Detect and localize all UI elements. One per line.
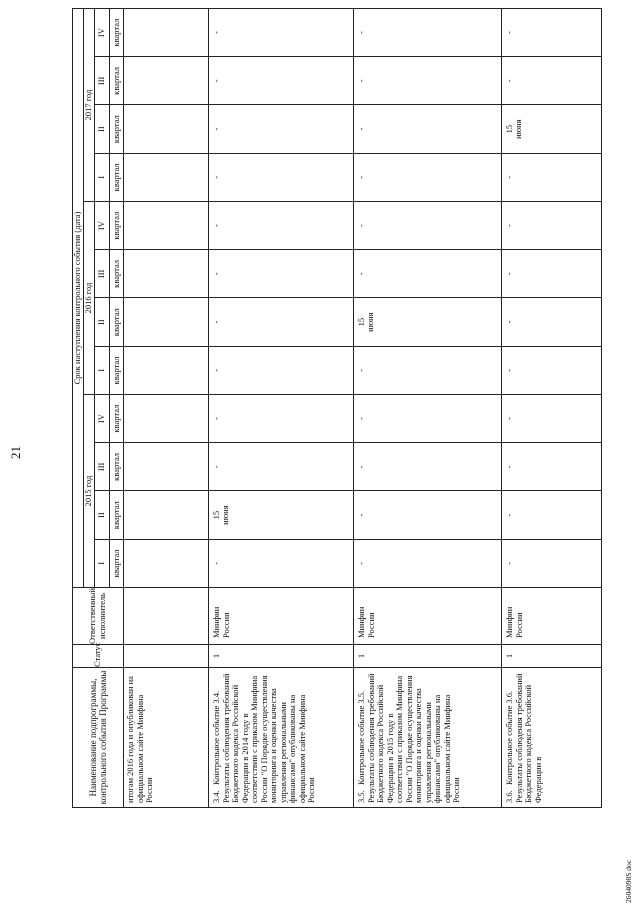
date-value: - <box>504 513 514 517</box>
date-value: - <box>504 175 514 179</box>
table-row <box>502 8 602 807</box>
date-value: - <box>211 127 221 131</box>
date-cell-empty <box>209 298 354 346</box>
date-value: - <box>356 417 366 421</box>
date-value: - <box>211 561 221 565</box>
date-cell-empty <box>209 539 354 587</box>
date-value: - <box>504 417 514 421</box>
date-value: - <box>211 175 221 179</box>
date-cell-empty <box>502 202 602 250</box>
date-cell-empty <box>502 346 602 394</box>
date-cell-empty <box>354 539 502 587</box>
date-value: - <box>504 320 514 324</box>
date-cell-empty <box>354 8 502 56</box>
date-cell-empty <box>354 395 502 443</box>
date-cell-empty <box>354 57 502 105</box>
event-number: 3.5. <box>356 790 366 803</box>
date-value: - <box>356 31 366 35</box>
date-value: - <box>356 561 366 565</box>
header-quarter-word: квартал <box>110 491 124 539</box>
date-value: - <box>504 368 514 372</box>
date-cell-empty <box>354 105 502 153</box>
event-number: 3.6. <box>504 790 514 803</box>
status-cell: 1 <box>354 645 502 668</box>
date-value: - <box>211 79 221 83</box>
event-name: Контрольное событие 3.5. Результаты соблюдения требований Бюджетного кодекса Российской Федерации в 2015 году в соответствии с приказом Минфина России "О Порядке осуществления мониторинга и оценки качества управления региональными финансами" опубликованы на официальном сайте Минфина России <box>356 673 462 803</box>
event-name: Контрольное событие 3.6. Результаты соблюдения требований Бюджетного кодекса Российской Федерации в <box>504 673 543 803</box>
header-quarter-numeral: II <box>95 491 110 539</box>
header-quarter-numeral: I <box>95 346 110 394</box>
date-cell-empty <box>354 346 502 394</box>
date-cell-empty <box>209 395 354 443</box>
header-executor: Ответственный исполнитель <box>73 588 124 645</box>
date-value: - <box>211 224 221 228</box>
date-value: - <box>356 175 366 179</box>
date-value: - <box>211 272 221 276</box>
executor-cell: Минфин России <box>354 588 502 645</box>
event-name: Контрольное событие 3.4. Результаты соблюдения требований Бюджетного кодекса Российской Федерации в 2014 году в соответствии с приказом Минфина России "О Порядке осуществления мониторинга и оценки качества управления региональными финансами" опубликованы на официальном сайте Минфина России <box>211 673 317 803</box>
status-cell: 1 <box>209 645 354 668</box>
date-value: - <box>211 31 221 35</box>
header-quarter-numeral: IV <box>95 395 110 443</box>
date-value: 15 июня <box>356 312 376 332</box>
executor-cell: Минфин России <box>209 588 354 645</box>
date-cell-empty <box>209 8 354 56</box>
date-value: - <box>356 513 366 517</box>
date-value: 15 июня <box>504 119 524 139</box>
header-quarter-numeral: IV <box>95 202 110 250</box>
page-number: 21 <box>8 446 23 459</box>
date-cell-empty <box>502 491 602 539</box>
date-value: - <box>211 465 221 469</box>
header-quarter-word: квартал <box>110 539 124 587</box>
date-value: - <box>356 224 366 228</box>
header-year-2015: 2015 год <box>84 395 95 588</box>
date-cell-empty <box>502 298 602 346</box>
table-row <box>354 8 502 807</box>
date-cell-empty <box>209 250 354 298</box>
date-value: - <box>211 320 221 324</box>
date-cell-empty <box>209 105 354 153</box>
header-quarter-numeral: III <box>95 250 110 298</box>
date-cell-empty <box>354 443 502 491</box>
date-cell-empty <box>502 539 602 587</box>
header-quarter-numeral: III <box>95 443 110 491</box>
date-cell-empty <box>502 443 602 491</box>
date-cell-empty <box>209 153 354 201</box>
header-quarter-word: квартал <box>110 250 124 298</box>
header-status: Статус <box>73 645 124 668</box>
header-quarter-numeral: II <box>95 298 110 346</box>
header-quarter-word: квартал <box>110 8 124 56</box>
continuation-text: итогам 2016 года и опубликован на официальном сайте Минфина России <box>124 668 209 808</box>
footer-filename: 2604098S doc <box>624 859 633 903</box>
header-quarter-word: квартал <box>110 57 124 105</box>
date-value: - <box>356 368 366 372</box>
continuation-row <box>124 8 209 807</box>
header-quarter-word: квартал <box>110 443 124 491</box>
header-year-2016: 2016 год <box>84 202 95 395</box>
header-period: Срок наступления контрольного события (дата) <box>73 8 84 587</box>
date-value: - <box>504 79 514 83</box>
event-cell <box>502 668 602 808</box>
date-value: - <box>211 417 221 421</box>
header-quarter-word: квартал <box>110 202 124 250</box>
status-cell: 1 <box>502 645 602 668</box>
date-cell-empty <box>209 443 354 491</box>
date-cell-empty <box>354 202 502 250</box>
date-value: - <box>356 79 366 83</box>
date-value: - <box>356 465 366 469</box>
executor-cell: Минфин России <box>502 588 602 645</box>
event-cell <box>354 668 502 808</box>
header-quarter-numeral: III <box>95 57 110 105</box>
control-events-table <box>72 8 602 808</box>
date-cell-empty <box>502 153 602 201</box>
event-cell <box>209 668 354 808</box>
date-value: - <box>504 561 514 565</box>
header-quarter-word: квартал <box>110 105 124 153</box>
date-cell-empty <box>209 346 354 394</box>
event-number: 3.4. <box>211 790 221 803</box>
date-value: 15 июня <box>211 505 231 525</box>
date-value: - <box>356 127 366 131</box>
date-cell <box>502 105 602 153</box>
date-value: - <box>356 272 366 276</box>
date-cell-empty <box>209 202 354 250</box>
header-quarter-word: квартал <box>110 298 124 346</box>
header-quarter-word: квартал <box>110 346 124 394</box>
date-cell-empty <box>502 8 602 56</box>
date-cell-empty <box>354 250 502 298</box>
header-quarter-word: квартал <box>110 153 124 201</box>
header-quarter-numeral: IV <box>95 8 110 56</box>
date-cell <box>354 298 502 346</box>
header-year-2017: 2017 год <box>84 8 95 201</box>
date-value: - <box>504 465 514 469</box>
date-cell-empty <box>354 153 502 201</box>
date-cell-empty <box>502 395 602 443</box>
date-value: - <box>504 224 514 228</box>
date-cell-empty <box>209 57 354 105</box>
date-value: - <box>504 272 514 276</box>
date-value: - <box>504 31 514 35</box>
header-quarter-numeral: II <box>95 105 110 153</box>
date-cell-empty <box>354 491 502 539</box>
table-row <box>209 8 354 807</box>
date-cell-empty <box>502 57 602 105</box>
header-quarter-numeral: I <box>95 153 110 201</box>
date-cell <box>209 491 354 539</box>
header-row-period <box>73 8 84 807</box>
date-cell-empty <box>502 250 602 298</box>
header-quarter-numeral: I <box>95 539 110 587</box>
header-name: Наименование подпрограммы, контрольного события Программы <box>73 668 124 808</box>
date-value: - <box>211 368 221 372</box>
header-quarter-word: квартал <box>110 395 124 443</box>
